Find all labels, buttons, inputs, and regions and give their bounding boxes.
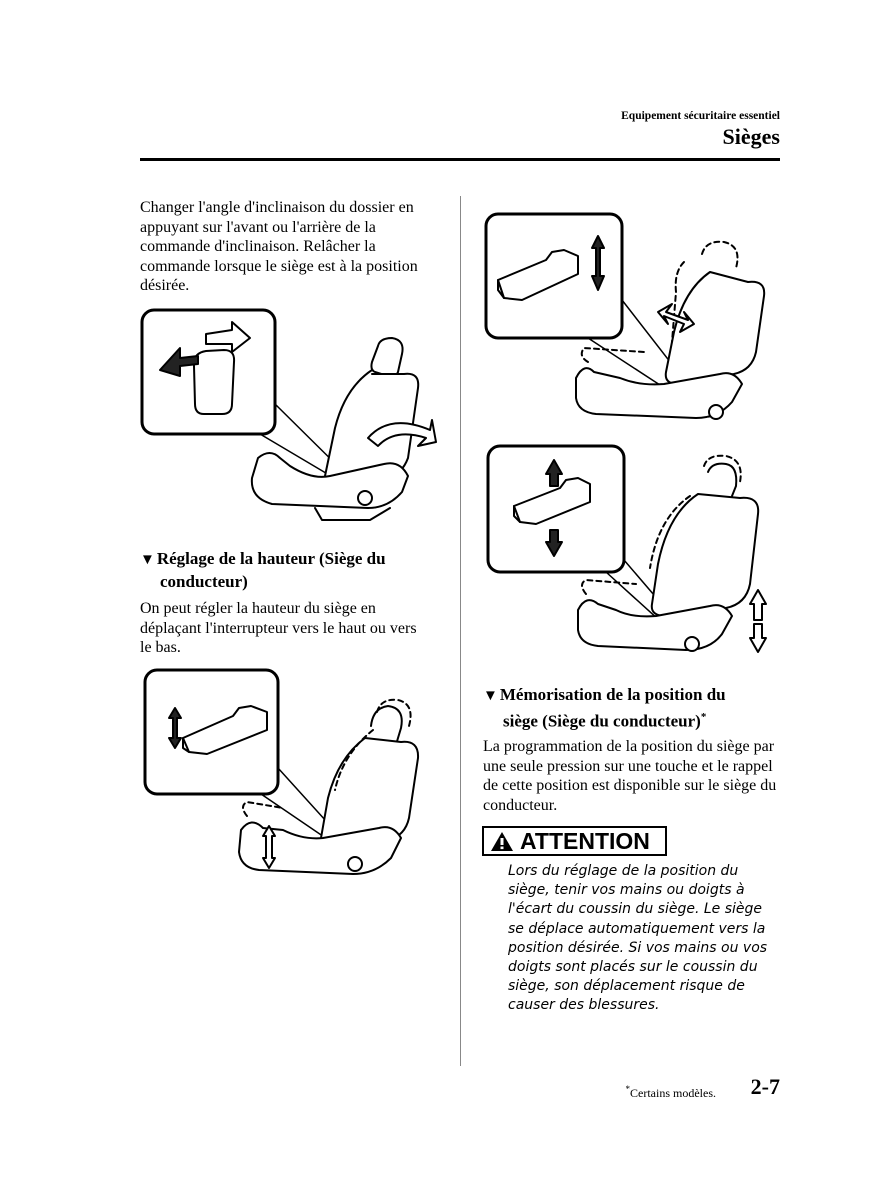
memory-position-text: La programmation de la position du siège par une seule pression sur une touche et le rappel de cette position est disponible sur le siège du conducteur.	[483, 738, 777, 814]
header-rule	[140, 158, 780, 161]
attention-text: Lors du réglage de la position du siège, tenir vos mains ou doigts à l'écart du coussin du siège. Le siège se déplace automatiquement vers la position désirée. Si vos mains ou vos doigts sont placés sur le coussin du siège, son déplacement risque de causer des blessures.	[508, 863, 768, 1014]
memory-height-illustration	[486, 444, 786, 666]
memory-recline-illustration	[484, 212, 784, 432]
footnote: *Certains modèles.	[625, 1084, 716, 1100]
column-divider	[460, 196, 461, 1066]
recline-instructions: Changer l'angle d'inclinaison du dossier en appuyant sur l'avant ou l'arrière de la commande d'inclinaison. Relâcher la commande lorsque le siège est à la position désirée.	[140, 199, 418, 294]
optional-equipment-asterisk: *	[700, 711, 707, 723]
height-adjust-text: On peut régler la hauteur du siège en déplaçant l'interrupteur vers le haut ou vers le bas.	[140, 600, 417, 656]
attention-banner	[482, 826, 667, 856]
section-header: Equipement sécuritaire essentiel	[621, 110, 780, 122]
recline-illustration	[140, 308, 440, 528]
memory-position-heading: ▼ Mémorisation de la position du siège (Siège du conducteur)*	[483, 685, 726, 731]
attention-label: ATTENTION	[520, 827, 650, 854]
height-adjust-heading: ▼ Réglage de la hauteur (Siège du conducteur)	[140, 549, 386, 591]
height-adjust-illustration	[143, 668, 443, 890]
warning-icon	[490, 831, 514, 852]
page-title: Sièges	[722, 124, 780, 149]
page-number: 2-7	[750, 1074, 780, 1099]
heading-marker: ▼	[140, 552, 155, 568]
heading-marker: ▼	[483, 688, 498, 704]
